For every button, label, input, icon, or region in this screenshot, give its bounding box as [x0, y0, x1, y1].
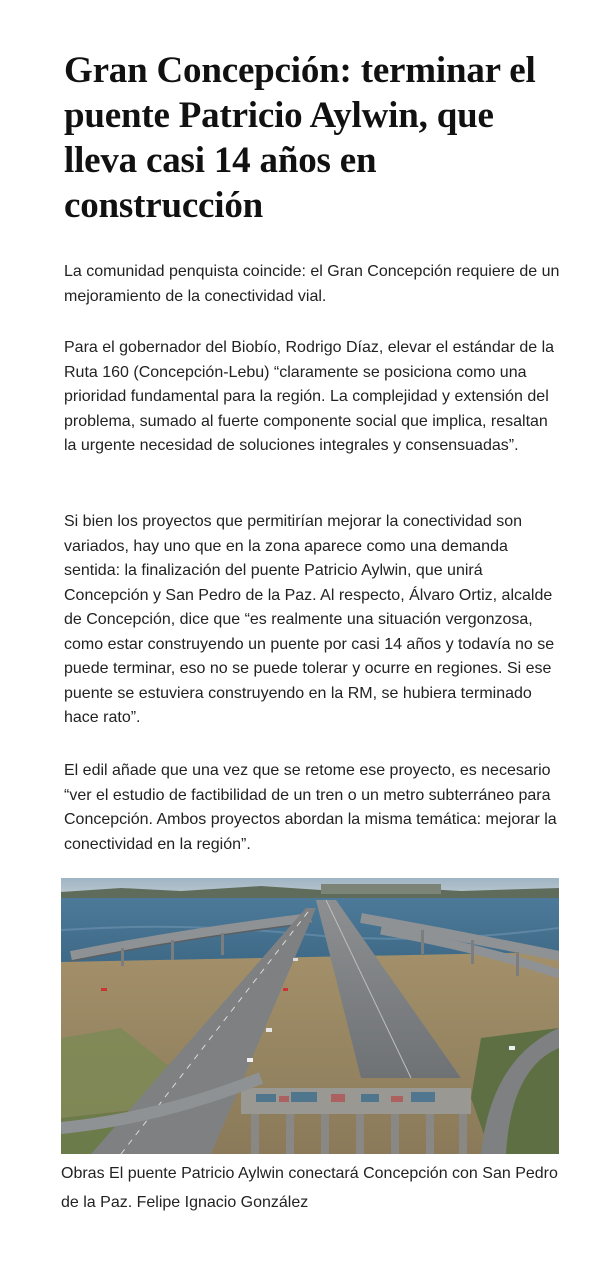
bridge-aerial-photo [61, 878, 559, 1154]
article-headline: Gran Concepción: terminar el puente Patricio Aylwin, que lleva casi 14 años en construcción [64, 50, 536, 226]
article [64, 48, 564, 853]
article-paragraph-4: El edil añade que una vez que se retome ese proyecto, es necesario “ver el estudio de factibilidad de un tren o un metro subterráneo para Concepción. Ambos proyectos abordan la misma temática: mejorar la conectividad en la región”. [64, 762, 557, 853]
photo-caption: Obras El puente Patricio Aylwin conectará Concepción con San Pedro de la Paz. Felipe Ignacio González [61, 1165, 558, 1211]
article-paragraph-3: Si bien los proyectos que permitirían mejorar la conectividad son variados, hay uno que en la zona aparece como una demanda sentida: la finalización del puente Patricio Aylwin, que unirá Concepción y San Pedro de la Paz. Al respecto, Álvaro Ortiz, alcalde de Concepción, dice que “es realmente una situación vergonzosa, como estar construyendo un puente por casi 14 años y todavía no se puede terminar, eso no se puede tolerar y ocurre en regiones. Si ese puente se estuviera construyendo en la RM, se hubiera terminado hace rato”. [64, 513, 555, 726]
article-paragraph-2: Para el gobernador del Biobío, Rodrigo Díaz, elevar el estándar de la Ruta 160 (Concepción-Lebu) “claramente se posiciona como una prioridad fundamental para la región. La complejidad y extensión del problema, sumado al fuerte componente social que implica, resaltan la urgente necesidad de soluciones integrales y consensuadas”. [64, 339, 555, 454]
article-paragraph-1: La comunidad penquista coincide: el Gran Concepción requiere de un mejoramiento de la conectividad vial. [64, 263, 560, 305]
